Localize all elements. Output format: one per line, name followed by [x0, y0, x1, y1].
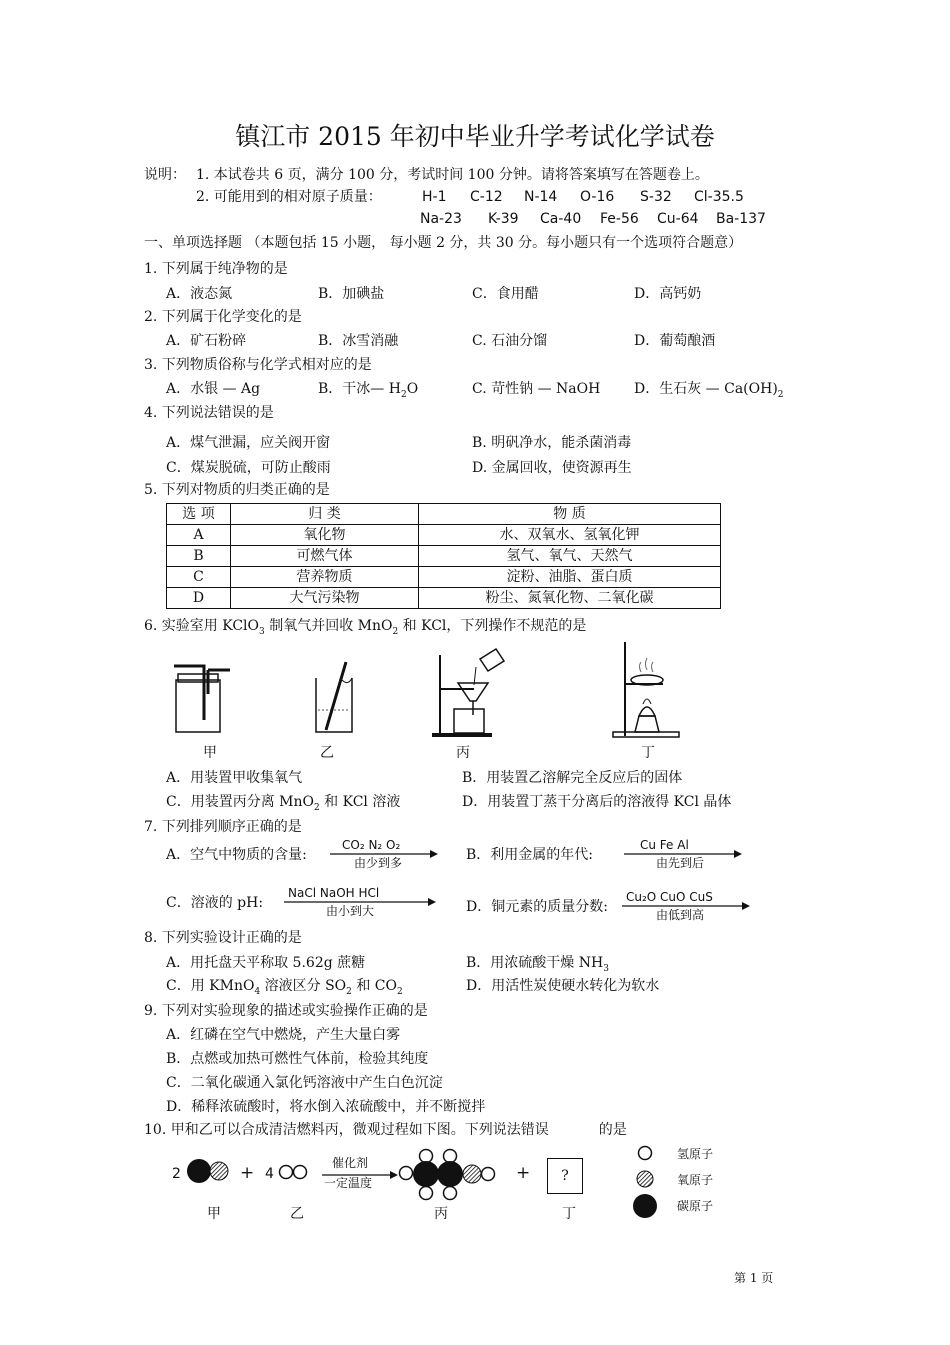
- q2-option-c: C. 石油分馏: [472, 333, 548, 349]
- legend-oxygen: 氧原子: [677, 1173, 714, 1187]
- q3-option-c: C. 苛性钠 — NaOH: [472, 381, 601, 397]
- q9-option-c: C．二氧化碳通入氯化钙溶液中产生白色沉淀: [166, 1075, 443, 1091]
- mass-c: C-12: [470, 189, 503, 205]
- reaction-label-jia: 甲: [207, 1206, 221, 1222]
- figure-label-bing: 丙: [456, 745, 470, 761]
- table-row: [167, 525, 721, 546]
- q7-a-direction: 由少到多: [354, 856, 403, 870]
- q7-option-a-label: A．空气中物质的含量:: [166, 847, 307, 863]
- q1-option-d: D．高钙奶: [634, 286, 702, 302]
- plus-sign-2: +: [516, 1163, 531, 1183]
- mass-n: N-14: [524, 189, 558, 205]
- unknown-product-box: ?: [547, 1158, 583, 1194]
- legend-icons: [634, 1144, 662, 1220]
- hydrogen-atom-icon: [639, 1147, 652, 1160]
- q2-stem: 2. 下列属于化学变化的是: [144, 309, 302, 325]
- legend-carbon: 碳原子: [677, 1199, 714, 1213]
- table-cell: 水、双氧水、氢氧化钾: [419, 525, 721, 546]
- condition-catalyst: 催化剂: [332, 1156, 369, 1170]
- q7-option-c-label: C．溶液的 pH:: [166, 895, 264, 911]
- mass-k: K-39: [488, 211, 519, 227]
- condition-temperature: 一定温度: [324, 1176, 373, 1190]
- mass-cu: Cu-64: [657, 211, 699, 227]
- q9-option-d: D．稀释浓硫酸时，将水倒入浓硫酸中，并不断搅拌: [166, 1099, 486, 1115]
- notes-line-1: 1. 本试卷共 6 页，满分 100 分，考试时间 100 分钟。请将答案填写在答题卷上。: [196, 167, 709, 183]
- mass-cl: Cl-35.5: [694, 189, 744, 205]
- table-cell: 粉尘、氮氧化物、二氧化碳: [419, 588, 721, 609]
- table-row: [167, 588, 721, 609]
- apparatus-bing-filtration: [430, 645, 510, 740]
- q7-c-direction: 由小到大: [326, 904, 375, 918]
- q4-option-a: A．煤气泄漏，应关阀开窗: [166, 435, 331, 451]
- q2-option-d: D．葡萄酿酒: [634, 333, 716, 349]
- q8-option-d: D．用活性炭使硬水转化为软水: [466, 978, 660, 994]
- q5-stem: 5. 下列对物质的归类正确的是: [144, 482, 330, 498]
- molecule-yi: [278, 1164, 312, 1182]
- mass-fe: Fe-56: [600, 211, 639, 227]
- q7-d-direction: 由低到高: [656, 908, 705, 922]
- q7-b-sequence: Cu Fe Al: [640, 838, 689, 852]
- table-header: 选 项: [167, 504, 231, 525]
- q9-option-a: A．红磷在空气中燃烧，产生大量白雾: [166, 1027, 401, 1043]
- q3-option-b: B．干冰— $H_2O$: [318, 381, 419, 400]
- reaction-label-yi: 乙: [290, 1206, 304, 1222]
- table-cell: 氢气、氧气、天然气: [419, 546, 721, 567]
- q7-stem: 7. 下列排列顺序正确的是: [144, 819, 302, 835]
- q6-option-c: C．用装置丙分离 MnO$_2$ 和 KCl 溶液: [166, 794, 401, 813]
- q6-option-a: A．用装置甲收集氧气: [166, 770, 303, 786]
- table-cell: B: [167, 546, 231, 567]
- q8-option-a: A．用托盘天平称取 5.62g 蔗糖: [166, 955, 366, 971]
- q7-b-direction: 由先到后: [656, 856, 705, 870]
- table-cell: 氧化物: [231, 525, 419, 546]
- mass-ca: Ca-40: [540, 211, 582, 227]
- mass-ba: Ba-137: [716, 211, 766, 227]
- table-cell: 营养物质: [231, 567, 419, 588]
- carbon-atom-icon: [633, 1194, 657, 1218]
- q7-d-sequence: Cu₂O CuO CuS: [626, 890, 713, 904]
- classification-table: [166, 503, 721, 609]
- q1-option-c: C．食用醋: [472, 286, 539, 302]
- q4-stem: 4. 下列说法错误的是: [144, 405, 274, 421]
- mass-na: Na-23: [420, 211, 462, 227]
- q8-option-c: C．用 KMnO$_4$ 溶液区分 $SO_2$ 和 $CO_2$: [166, 978, 403, 997]
- q4-option-b: B. 明矾净水，能杀菌消毒: [472, 435, 632, 451]
- q4-option-c: C．煤炭脱硫，可防止酸雨: [166, 460, 331, 476]
- q1-option-a: A．液态氮: [166, 286, 233, 302]
- reaction-label-ding: 丁: [562, 1206, 576, 1222]
- q9-stem: 9. 下列对实验现象的描述或实验操作正确的是: [144, 1003, 428, 1019]
- q4-option-d: D. 金属回收，使资源再生: [472, 460, 632, 476]
- q7-c-sequence: NaCl NaOH HCl: [288, 886, 380, 900]
- figure-label-yi: 乙: [320, 745, 334, 761]
- apparatus-yi-beaker: [310, 660, 360, 740]
- figure-label-ding: 丁: [641, 745, 655, 761]
- table-cell: C: [167, 567, 231, 588]
- table-header: 物 质: [419, 504, 721, 525]
- coefficient-2: 4: [265, 1166, 274, 1182]
- section-heading: 一、单项选择题 （本题包括 15 小题， 每小题 2 分，共 30 分。每小题只有一个选项符合题意）: [144, 235, 743, 251]
- q8-option-b: B．用浓硫酸干燥 $NH_3$: [466, 955, 609, 974]
- table-header: 归 类: [231, 504, 419, 525]
- q6-stem: 6. 实验室用 KClO$_3$ 制氧气并回收 MnO$_2$ 和 KCl，下列操作不规范的是: [144, 618, 587, 637]
- page-title: 镇江市 2015 年初中毕业升学考试化学试卷: [235, 122, 715, 151]
- q2-option-b: B．冰雪消融: [318, 333, 399, 349]
- q1-stem: 1. 下列属于纯净物的是: [144, 261, 288, 277]
- apparatus-ding-evaporation: [605, 640, 685, 740]
- figure-label-jia: 甲: [203, 745, 217, 761]
- mass-h: H-1: [422, 189, 447, 205]
- mass-o: O-16: [580, 189, 615, 205]
- legend-hydrogen: 氢原子: [677, 1147, 714, 1161]
- q1-option-b: B．加碘盐: [318, 286, 385, 302]
- table-header-row: [167, 504, 721, 525]
- notes-label: 说明：: [144, 167, 186, 183]
- mass-s: S-32: [640, 189, 672, 205]
- coefficient-1: 2: [172, 1166, 181, 1182]
- table-cell: 淀粉、油脂、蛋白质: [419, 567, 721, 588]
- q7-option-d-label: D．铜元素的质量分数:: [466, 899, 608, 915]
- table-row: [167, 546, 721, 567]
- q6-option-b: B．用装置乙溶解完全反应后的固体: [462, 770, 683, 786]
- molecule-jia: [186, 1156, 232, 1188]
- q2-option-a: A．矿石粉碎: [166, 333, 247, 349]
- q7-option-b-label: B．利用金属的年代:: [466, 847, 594, 863]
- table-cell: 大气污染物: [231, 588, 419, 609]
- molecule-bing: [398, 1146, 498, 1204]
- table-cell: D: [167, 588, 231, 609]
- oxygen-atom-icon: [637, 1171, 653, 1187]
- table-cell: 可燃气体: [231, 546, 419, 567]
- q3-stem: 3. 下列物质俗称与化学式相对应的是: [144, 357, 372, 373]
- plus-sign-1: +: [240, 1163, 255, 1183]
- q10-stem: 10. 甲和乙可以合成清洁燃料丙，微观过程如下图。下列说法错误 的是: [144, 1122, 627, 1138]
- q3-option-a: A．水银 — Ag: [166, 381, 261, 397]
- notes-line-2: 2. 可能用到的相对原子质量：: [196, 189, 382, 205]
- q6-option-d: D．用装置丁蒸干分离后的溶液得 KCl 晶体: [462, 794, 732, 810]
- reaction-label-bing: 丙: [434, 1206, 448, 1222]
- page-number: 第 1 页: [734, 1271, 774, 1285]
- q7-a-sequence: CO₂ N₂ O₂: [342, 838, 401, 852]
- apparatus-jia-gas-bottle: [170, 658, 240, 738]
- q9-option-b: B．点燃或加热可燃性气体前，检验其纯度: [166, 1051, 429, 1067]
- table-cell: A: [167, 525, 231, 546]
- q8-stem: 8. 下列实验设计正确的是: [144, 930, 302, 946]
- table-row: [167, 567, 721, 588]
- q3-option-d: D．生石灰 — $Ca(OH)_2$: [634, 381, 784, 400]
